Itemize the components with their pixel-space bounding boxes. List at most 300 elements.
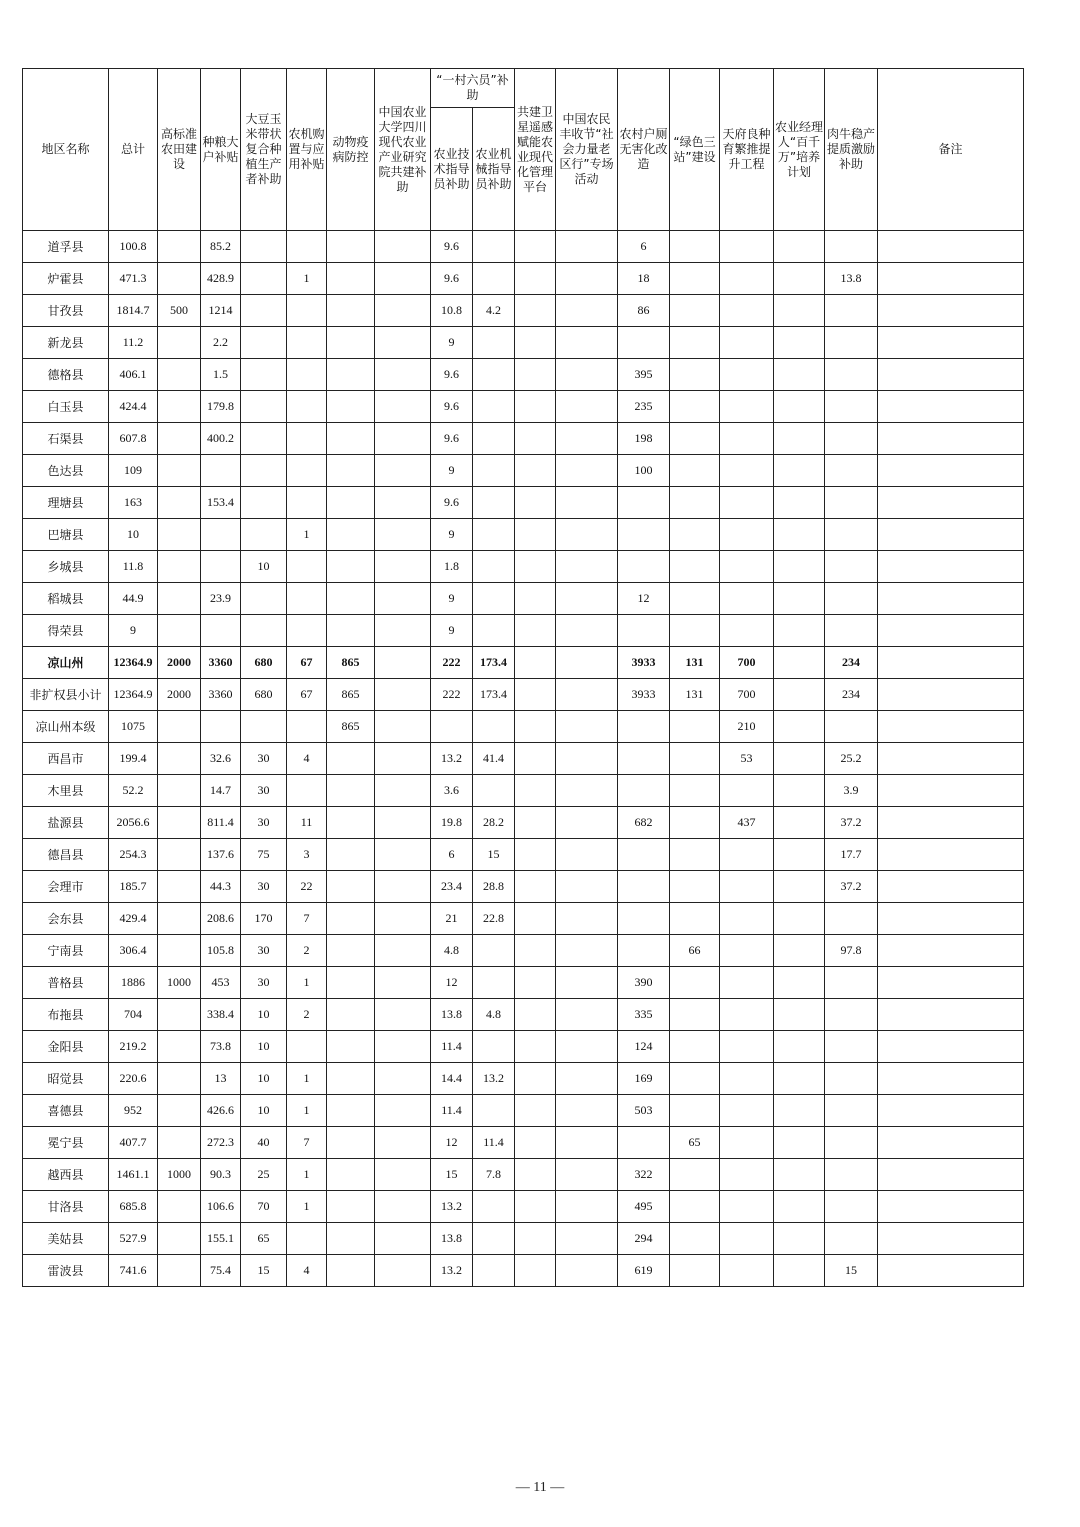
cell-satellite [515, 1223, 556, 1255]
cell-green [670, 359, 720, 391]
cell-beef [825, 967, 878, 999]
cell-remark [878, 1127, 1024, 1159]
cell-cau [375, 295, 431, 327]
region-name-cell: 凉山州本级 [23, 711, 109, 743]
table-row [23, 807, 1024, 839]
cell-machinery: 2 [287, 999, 327, 1031]
cell-machinery [287, 391, 327, 423]
cell-green [670, 231, 720, 263]
cell-remark [878, 999, 1024, 1031]
cell-tech: 13.2 [431, 1191, 473, 1223]
cell-tech: 11.4 [431, 1095, 473, 1127]
cell-green [670, 967, 720, 999]
cell-harvest [556, 743, 618, 775]
cell-cau [375, 935, 431, 967]
cell-beef: 97.8 [825, 935, 878, 967]
cell-tech: 9.6 [431, 263, 473, 295]
cell-total: 952 [109, 1095, 158, 1127]
cell-total: 163 [109, 487, 158, 519]
cell-tech: 6 [431, 839, 473, 871]
cell-soy: 25 [241, 1159, 287, 1191]
cell-remark [878, 583, 1024, 615]
cell-disease [327, 1031, 375, 1063]
cell-manager [774, 1223, 825, 1255]
cell-satellite [515, 711, 556, 743]
cell-harvest [556, 839, 618, 871]
cell-disease [327, 967, 375, 999]
header-grain: 种粮大户补贴 [201, 69, 241, 231]
cell-soy: 680 [241, 679, 287, 711]
cell-satellite [515, 327, 556, 359]
table-row [23, 455, 1024, 487]
table-row [23, 903, 1024, 935]
cell-manager [774, 359, 825, 391]
cell-green [670, 295, 720, 327]
cell-total: 44.9 [109, 583, 158, 615]
cell-farmland [158, 1255, 201, 1287]
cell-grain: 23.9 [201, 583, 241, 615]
cell-seed [720, 359, 774, 391]
cell-grain [201, 455, 241, 487]
cell-beef [825, 551, 878, 583]
cell-beef [825, 327, 878, 359]
cell-soy: 65 [241, 1223, 287, 1255]
cell-green [670, 583, 720, 615]
cell-cau [375, 1191, 431, 1223]
cell-mech [473, 327, 515, 359]
table-body [23, 231, 1024, 1287]
cell-harvest [556, 967, 618, 999]
cell-satellite [515, 583, 556, 615]
cell-mech [473, 615, 515, 647]
cell-soy: 30 [241, 775, 287, 807]
cell-green [670, 1031, 720, 1063]
region-name-cell: 西昌市 [23, 743, 109, 775]
cell-cau [375, 1063, 431, 1095]
cell-remark [878, 903, 1024, 935]
header-mech: 农业机械指导员补助 [473, 108, 515, 231]
cell-soy: 10 [241, 1063, 287, 1095]
cell-mech [473, 1191, 515, 1223]
cell-cau [375, 839, 431, 871]
cell-beef [825, 1095, 878, 1127]
cell-remark [878, 231, 1024, 263]
cell-mech: 41.4 [473, 743, 515, 775]
cell-harvest [556, 775, 618, 807]
cell-soy [241, 359, 287, 391]
cell-cau [375, 743, 431, 775]
table-row [23, 615, 1024, 647]
cell-machinery [287, 423, 327, 455]
cell-mech: 13.2 [473, 1063, 515, 1095]
cell-toilet [618, 327, 670, 359]
cell-beef [825, 903, 878, 935]
cell-tech: 9 [431, 583, 473, 615]
cell-farmland [158, 263, 201, 295]
cell-farmland [158, 903, 201, 935]
header-one-six: “一村六员”补助 [431, 69, 515, 108]
cell-toilet: 100 [618, 455, 670, 487]
cell-soy: 30 [241, 871, 287, 903]
cell-grain: 75.4 [201, 1255, 241, 1287]
cell-farmland [158, 359, 201, 391]
cell-tech: 15 [431, 1159, 473, 1191]
cell-manager [774, 1191, 825, 1223]
cell-machinery [287, 455, 327, 487]
cell-cau [375, 1031, 431, 1063]
cell-farmland [158, 1127, 201, 1159]
region-name-cell: 木里县 [23, 775, 109, 807]
cell-cau [375, 999, 431, 1031]
cell-seed: 700 [720, 679, 774, 711]
cell-disease [327, 615, 375, 647]
cell-grain: 338.4 [201, 999, 241, 1031]
cell-soy [241, 615, 287, 647]
cell-seed [720, 839, 774, 871]
region-name-cell: 布拖县 [23, 999, 109, 1031]
cell-remark [878, 423, 1024, 455]
cell-grain: 2.2 [201, 327, 241, 359]
cell-toilet: 294 [618, 1223, 670, 1255]
cell-disease [327, 1191, 375, 1223]
cell-beef [825, 1159, 878, 1191]
cell-disease [327, 903, 375, 935]
cell-disease [327, 455, 375, 487]
cell-seed [720, 1159, 774, 1191]
cell-mech [473, 967, 515, 999]
cell-manager [774, 1063, 825, 1095]
cell-grain: 453 [201, 967, 241, 999]
cell-grain: 90.3 [201, 1159, 241, 1191]
cell-satellite [515, 1063, 556, 1095]
cell-beef: 3.9 [825, 775, 878, 807]
cell-tech: 23.4 [431, 871, 473, 903]
cell-satellite [515, 1159, 556, 1191]
cell-harvest [556, 1223, 618, 1255]
cell-total: 429.4 [109, 903, 158, 935]
cell-satellite [515, 1191, 556, 1223]
header-disease: 动物疫病防控 [327, 69, 375, 231]
cell-harvest [556, 1191, 618, 1223]
header-satellite: 共建卫星遥感赋能农业现代化管理平台 [515, 69, 556, 231]
cell-disease [327, 551, 375, 583]
cell-satellite [515, 487, 556, 519]
cell-remark [878, 487, 1024, 519]
cell-machinery [287, 231, 327, 263]
header-farmland: 高标准农田建设 [158, 69, 201, 231]
cell-cau [375, 487, 431, 519]
cell-green [670, 551, 720, 583]
cell-seed [720, 1127, 774, 1159]
cell-seed [720, 1223, 774, 1255]
cell-toilet: 86 [618, 295, 670, 327]
table-row [23, 423, 1024, 455]
cell-satellite [515, 743, 556, 775]
cell-satellite [515, 295, 556, 327]
cell-mech: 28.2 [473, 807, 515, 839]
cell-disease [327, 839, 375, 871]
region-name-cell: 德格县 [23, 359, 109, 391]
header-soy: 大豆玉米带状复合种植生产者补助 [241, 69, 287, 231]
cell-machinery: 2 [287, 935, 327, 967]
cell-toilet: 322 [618, 1159, 670, 1191]
cell-grain [201, 711, 241, 743]
cell-machinery: 22 [287, 871, 327, 903]
cell-seed [720, 1095, 774, 1127]
cell-soy: 30 [241, 935, 287, 967]
cell-green [670, 839, 720, 871]
cell-farmland [158, 743, 201, 775]
cell-mech [473, 711, 515, 743]
table-row [23, 967, 1024, 999]
table-row [23, 839, 1024, 871]
cell-grain: 400.2 [201, 423, 241, 455]
cell-remark [878, 455, 1024, 487]
cell-tech: 21 [431, 903, 473, 935]
cell-manager [774, 807, 825, 839]
cell-cau [375, 967, 431, 999]
cell-farmland [158, 455, 201, 487]
cell-cau [375, 263, 431, 295]
cell-beef: 13.8 [825, 263, 878, 295]
cell-grain: 3360 [201, 679, 241, 711]
page-number: — 11 — [515, 1480, 565, 1495]
cell-seed [720, 1063, 774, 1095]
cell-remark [878, 935, 1024, 967]
cell-beef: 234 [825, 647, 878, 679]
cell-cau [375, 871, 431, 903]
cell-soy [241, 327, 287, 359]
cell-toilet: 390 [618, 967, 670, 999]
cell-grain: 106.6 [201, 1191, 241, 1223]
cell-manager [774, 455, 825, 487]
cell-machinery [287, 1031, 327, 1063]
cell-farmland [158, 391, 201, 423]
cell-mech [473, 263, 515, 295]
cell-cau [375, 455, 431, 487]
cell-satellite [515, 839, 556, 871]
cell-harvest [556, 551, 618, 583]
cell-farmland [158, 711, 201, 743]
cell-toilet: 3933 [618, 679, 670, 711]
cell-soy: 15 [241, 1255, 287, 1287]
cell-toilet [618, 775, 670, 807]
cell-farmland [158, 423, 201, 455]
cell-toilet: 335 [618, 999, 670, 1031]
cell-manager [774, 711, 825, 743]
cell-soy [241, 391, 287, 423]
region-name-cell: 石渠县 [23, 423, 109, 455]
cell-harvest [556, 1255, 618, 1287]
cell-cau [375, 1127, 431, 1159]
cell-disease [327, 743, 375, 775]
region-name-cell: 昭觉县 [23, 1063, 109, 1095]
cell-manager [774, 423, 825, 455]
cell-mech [473, 455, 515, 487]
table-row [23, 647, 1024, 679]
cell-grain: 137.6 [201, 839, 241, 871]
cell-beef [825, 391, 878, 423]
cell-grain: 208.6 [201, 903, 241, 935]
cell-cau [375, 327, 431, 359]
cell-total: 527.9 [109, 1223, 158, 1255]
cell-total: 254.3 [109, 839, 158, 871]
header-machinery: 农机购置与应用补贴 [287, 69, 327, 231]
table-row [23, 327, 1024, 359]
cell-remark [878, 359, 1024, 391]
cell-mech [473, 1223, 515, 1255]
cell-total: 1461.1 [109, 1159, 158, 1191]
cell-mech [473, 519, 515, 551]
cell-seed [720, 487, 774, 519]
cell-toilet [618, 903, 670, 935]
cell-green [670, 423, 720, 455]
cell-total: 9 [109, 615, 158, 647]
cell-grain: 1.5 [201, 359, 241, 391]
cell-remark [878, 519, 1024, 551]
cell-tech: 9 [431, 327, 473, 359]
cell-seed [720, 583, 774, 615]
cell-beef [825, 1223, 878, 1255]
cell-manager [774, 391, 825, 423]
cell-harvest [556, 615, 618, 647]
cell-tech: 222 [431, 679, 473, 711]
cell-machinery [287, 327, 327, 359]
cell-tech: 11.4 [431, 1031, 473, 1063]
table-row [23, 1031, 1024, 1063]
cell-tech: 19.8 [431, 807, 473, 839]
table-row [23, 295, 1024, 327]
cell-farmland [158, 839, 201, 871]
cell-satellite [515, 935, 556, 967]
cell-mech [473, 231, 515, 263]
cell-manager [774, 1159, 825, 1191]
cell-total: 109 [109, 455, 158, 487]
cell-machinery: 67 [287, 679, 327, 711]
cell-remark [878, 295, 1024, 327]
cell-seed [720, 903, 774, 935]
cell-toilet [618, 935, 670, 967]
cell-tech: 9.6 [431, 359, 473, 391]
cell-manager [774, 1255, 825, 1287]
cell-beef [825, 1031, 878, 1063]
cell-soy: 680 [241, 647, 287, 679]
cell-machinery: 1 [287, 1159, 327, 1191]
cell-toilet [618, 871, 670, 903]
header-remark: 备注 [878, 69, 1024, 231]
cell-seed [720, 327, 774, 359]
cell-harvest [556, 391, 618, 423]
cell-harvest [556, 295, 618, 327]
cell-manager [774, 775, 825, 807]
cell-disease: 865 [327, 711, 375, 743]
cell-manager [774, 1127, 825, 1159]
cell-seed [720, 295, 774, 327]
cell-toilet [618, 1127, 670, 1159]
cell-machinery: 7 [287, 1127, 327, 1159]
cell-satellite [515, 647, 556, 679]
cell-satellite [515, 519, 556, 551]
cell-toilet [618, 711, 670, 743]
cell-soy [241, 583, 287, 615]
cell-harvest [556, 1031, 618, 1063]
region-name-cell: 白玉县 [23, 391, 109, 423]
cell-satellite [515, 807, 556, 839]
region-name-cell: 喜德县 [23, 1095, 109, 1127]
table-row [23, 871, 1024, 903]
cell-satellite [515, 231, 556, 263]
cell-satellite [515, 775, 556, 807]
cell-soy [241, 423, 287, 455]
table-row [23, 1255, 1024, 1287]
cell-green [670, 1191, 720, 1223]
cell-harvest [556, 455, 618, 487]
cell-green [670, 1159, 720, 1191]
cell-toilet: 198 [618, 423, 670, 455]
region-name-cell: 德昌县 [23, 839, 109, 871]
cell-satellite [515, 903, 556, 935]
cell-harvest [556, 359, 618, 391]
region-name-cell: 普格县 [23, 967, 109, 999]
header-region: 地区名称 [23, 69, 109, 231]
cell-green [670, 327, 720, 359]
cell-seed [720, 1255, 774, 1287]
table-row [23, 231, 1024, 263]
cell-farmland [158, 1223, 201, 1255]
cell-tech: 4.8 [431, 935, 473, 967]
table-row [23, 679, 1024, 711]
cell-cau [375, 903, 431, 935]
cell-remark [878, 839, 1024, 871]
cell-grain: 44.3 [201, 871, 241, 903]
region-name-cell: 甘洛县 [23, 1191, 109, 1223]
cell-satellite [515, 1095, 556, 1127]
cell-manager [774, 615, 825, 647]
cell-machinery: 1 [287, 1191, 327, 1223]
cell-mech [473, 551, 515, 583]
cell-total: 607.8 [109, 423, 158, 455]
cell-tech: 222 [431, 647, 473, 679]
cell-beef [825, 359, 878, 391]
cell-satellite [515, 551, 556, 583]
header-tech: 农业技术指导员补助 [431, 108, 473, 231]
cell-soy: 40 [241, 1127, 287, 1159]
cell-remark [878, 1063, 1024, 1095]
cell-green [670, 999, 720, 1031]
cell-mech [473, 423, 515, 455]
cell-manager [774, 647, 825, 679]
cell-soy: 170 [241, 903, 287, 935]
cell-manager [774, 519, 825, 551]
cell-grain: 155.1 [201, 1223, 241, 1255]
cell-tech: 13.2 [431, 743, 473, 775]
cell-satellite [515, 871, 556, 903]
cell-disease [327, 999, 375, 1031]
cell-seed: 53 [720, 743, 774, 775]
cell-machinery [287, 775, 327, 807]
cell-mech [473, 1031, 515, 1063]
cell-disease [327, 359, 375, 391]
table-row [23, 999, 1024, 1031]
cell-soy: 30 [241, 807, 287, 839]
cell-manager [774, 839, 825, 871]
cell-tech: 9 [431, 519, 473, 551]
cell-machinery [287, 583, 327, 615]
cell-farmland [158, 327, 201, 359]
cell-soy: 30 [241, 743, 287, 775]
cell-soy: 10 [241, 551, 287, 583]
cell-tech: 13.2 [431, 1255, 473, 1287]
